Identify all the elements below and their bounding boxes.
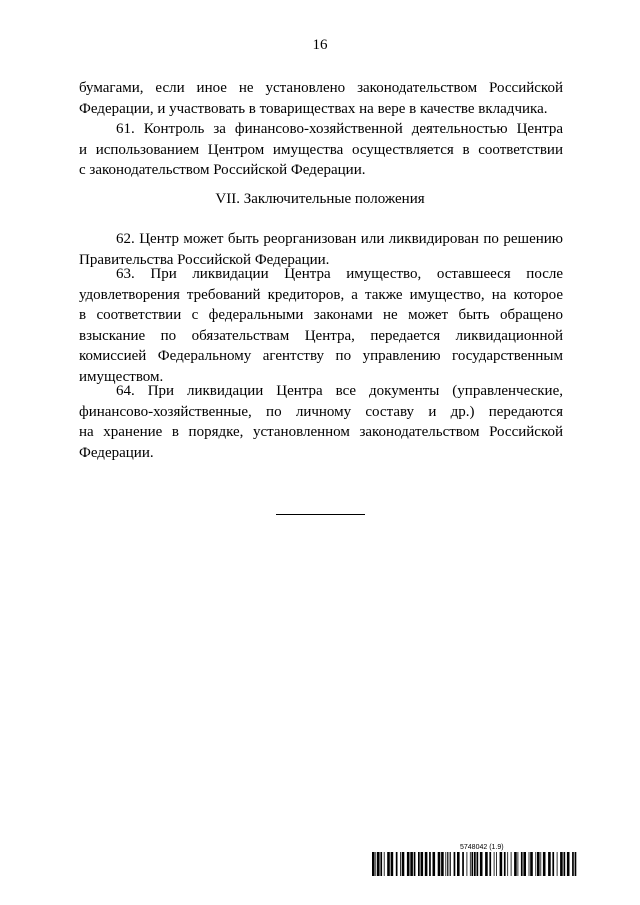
text-line: взыскание по обязательствам Центра, передается ликвидационной [79, 327, 563, 344]
text-line: бумагами, если иное не установлено законодательством Российской [79, 80, 563, 96]
barcode-label: 5748042 (1.9) [460, 844, 504, 851]
text-line: в соответствии с федеральными законами не может быть обращено [79, 307, 563, 323]
text-line: 62. Центр может быть реорганизован или ликвидирован по решению [116, 231, 563, 247]
paragraph-63 [79, 264, 563, 387]
text-line: удовлетворения требований кредиторов, а также имущество, на которое [79, 286, 563, 303]
text-line: Федерации. [79, 444, 154, 461]
continuation-paragraph [79, 78, 563, 119]
text-line: на хранение в порядке, установленном законодательством Российской [79, 424, 563, 440]
text-line: 64. При ликвидации Центра все документы (управленческие, [116, 383, 563, 399]
text-line: Федерации, и участвовать в товариществах на вере в качестве вкладчика. [79, 100, 548, 117]
text-line: Правительства Российской Федерации. [79, 251, 330, 268]
barcode [372, 852, 578, 876]
text-line: 61. Контроль за финансово-хозяйственной деятельностью Центра [116, 121, 563, 137]
text-line: 63. При ликвидации Центра имущество, оставшееся после [116, 266, 563, 282]
text-line: с законодательством Российской Федерации. [79, 162, 366, 178]
section-heading: VII. Заключительные положения [215, 191, 425, 207]
text-line: комиссией Федеральному агентству по управлению государственным [79, 348, 563, 364]
end-separator-line [276, 514, 365, 515]
text-line: имуществом. [79, 368, 164, 385]
paragraph-64 [79, 381, 563, 463]
paragraph-61 [79, 119, 563, 181]
page-number: 16 [312, 37, 328, 53]
text-line: и использованием Центром имущества осуществляется в соответствии [79, 141, 563, 158]
text-line: финансово-хозяйственные, по личному составу и др.) передаются [79, 403, 563, 420]
